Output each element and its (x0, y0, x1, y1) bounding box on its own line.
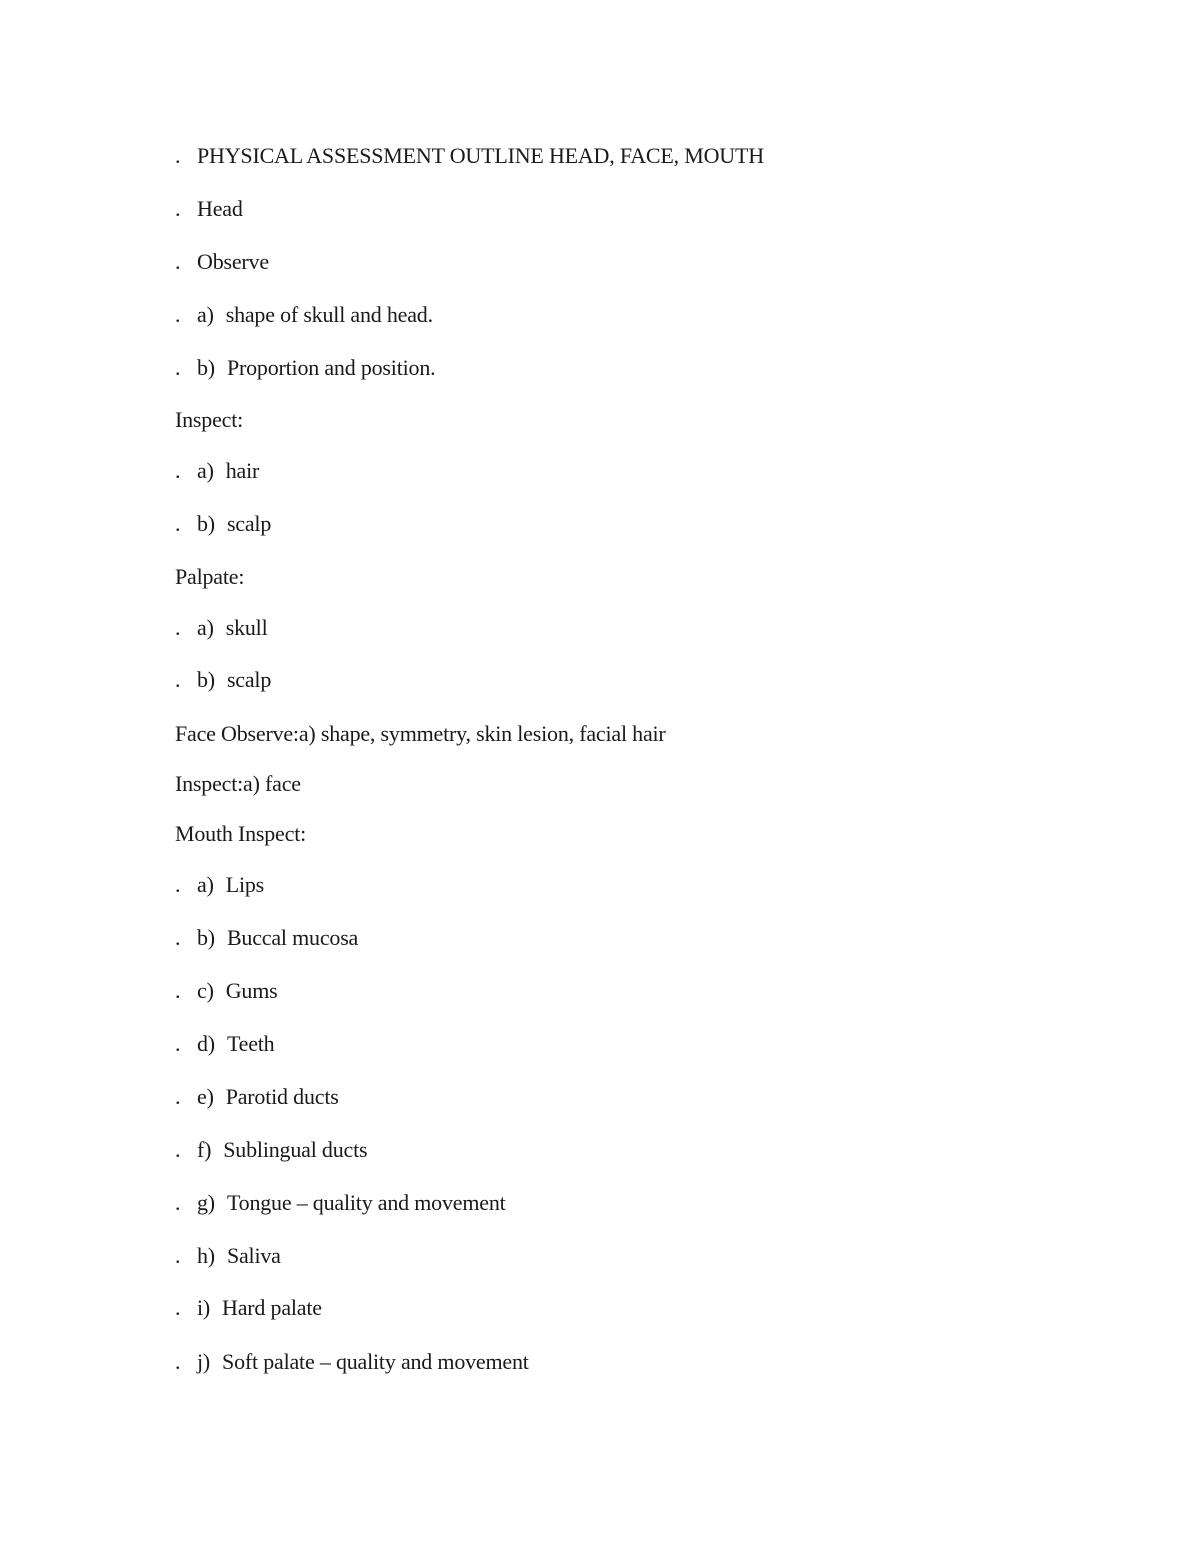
outline-line (175, 458, 259, 484)
line-marker: c) (197, 978, 214, 1003)
outline-line (175, 1084, 339, 1110)
line-text: Gums (225, 978, 278, 1003)
section-heading (175, 721, 666, 747)
outline-line (175, 925, 358, 951)
line-marker: e) (197, 1084, 214, 1109)
line-marker: a) (197, 872, 214, 897)
line-dot: . (175, 1349, 181, 1374)
line-dot: . (175, 511, 181, 536)
line-text: Lips (225, 872, 265, 897)
line-text: Hard palate (222, 1295, 322, 1320)
line-dot: . (175, 143, 181, 168)
outline-line (175, 1031, 274, 1057)
line-marker: h) (197, 1243, 215, 1268)
line-marker: i) (197, 1295, 211, 1320)
line-text: Inspect:a) face (175, 771, 301, 796)
line-dot: . (175, 978, 181, 1003)
outline-line (175, 1190, 506, 1216)
outline-line (175, 872, 264, 898)
line-dot: . (175, 615, 181, 640)
line-text: PHYSICAL ASSESSMENT OUTLINE HEAD, FACE, MOUTH (197, 143, 764, 168)
line-text: Buccal mucosa (226, 925, 359, 950)
outline-line (175, 1137, 367, 1163)
line-text: Inspect: (175, 407, 244, 432)
line-marker: a) (197, 302, 214, 327)
line-text: Palpate: (175, 564, 245, 589)
line-text: skull (225, 615, 268, 640)
line-dot: . (175, 1137, 181, 1162)
line-marker: f) (197, 1137, 212, 1162)
line-text: Observe (197, 249, 269, 274)
outline-line (175, 249, 269, 275)
outline-line (175, 615, 268, 641)
line-marker: b) (197, 925, 215, 950)
section-heading (175, 771, 301, 797)
section-heading (175, 407, 243, 433)
line-text: Parotid ducts (225, 1084, 339, 1109)
outline-line (175, 511, 271, 537)
outline-line (175, 355, 435, 381)
line-text: Teeth (226, 1031, 275, 1056)
line-dot: . (175, 1243, 181, 1268)
line-text: hair (225, 458, 260, 483)
line-text: Tongue – quality and movement (226, 1190, 506, 1215)
outline-line (175, 667, 271, 693)
line-text: Face Observe:a) shape, symmetry, skin lesion, facial hair (175, 721, 666, 746)
line-dot: . (175, 1084, 181, 1109)
line-text: scalp (226, 511, 272, 536)
line-dot: . (175, 355, 181, 380)
outline-line (175, 302, 433, 328)
line-marker: g) (197, 1190, 215, 1215)
line-text: scalp (226, 667, 272, 692)
line-text: Saliva (226, 1243, 281, 1268)
line-text: Mouth Inspect: (175, 821, 307, 846)
line-dot: . (175, 667, 181, 692)
line-text: shape of skull and head. (225, 302, 433, 327)
line-marker: a) (197, 458, 214, 483)
line-marker: b) (197, 355, 215, 380)
line-marker: a) (197, 615, 214, 640)
outline-line (175, 978, 277, 1004)
outline-line (175, 1243, 281, 1269)
line-dot: . (175, 196, 181, 221)
line-marker: b) (197, 667, 215, 692)
line-text: Sublingual ducts (223, 1137, 368, 1162)
line-text: Head (197, 196, 243, 221)
line-marker: j) (197, 1349, 211, 1374)
outline-line (175, 196, 243, 222)
line-dot: . (175, 1295, 181, 1320)
line-dot: . (175, 872, 181, 897)
line-dot: . (175, 1190, 181, 1215)
line-dot: . (175, 249, 181, 274)
line-dot: . (175, 925, 181, 950)
doc-title (175, 143, 764, 169)
section-heading (175, 821, 306, 847)
line-text: Soft palate – quality and movement (222, 1349, 529, 1374)
line-dot: . (175, 1031, 181, 1056)
section-heading (175, 564, 244, 590)
outline-line (175, 1349, 529, 1375)
line-dot: . (175, 458, 181, 483)
line-dot: . (175, 302, 181, 327)
outline-line (175, 1295, 322, 1321)
line-marker: d) (197, 1031, 215, 1056)
line-marker: b) (197, 511, 215, 536)
line-text: Proportion and position. (226, 355, 436, 380)
